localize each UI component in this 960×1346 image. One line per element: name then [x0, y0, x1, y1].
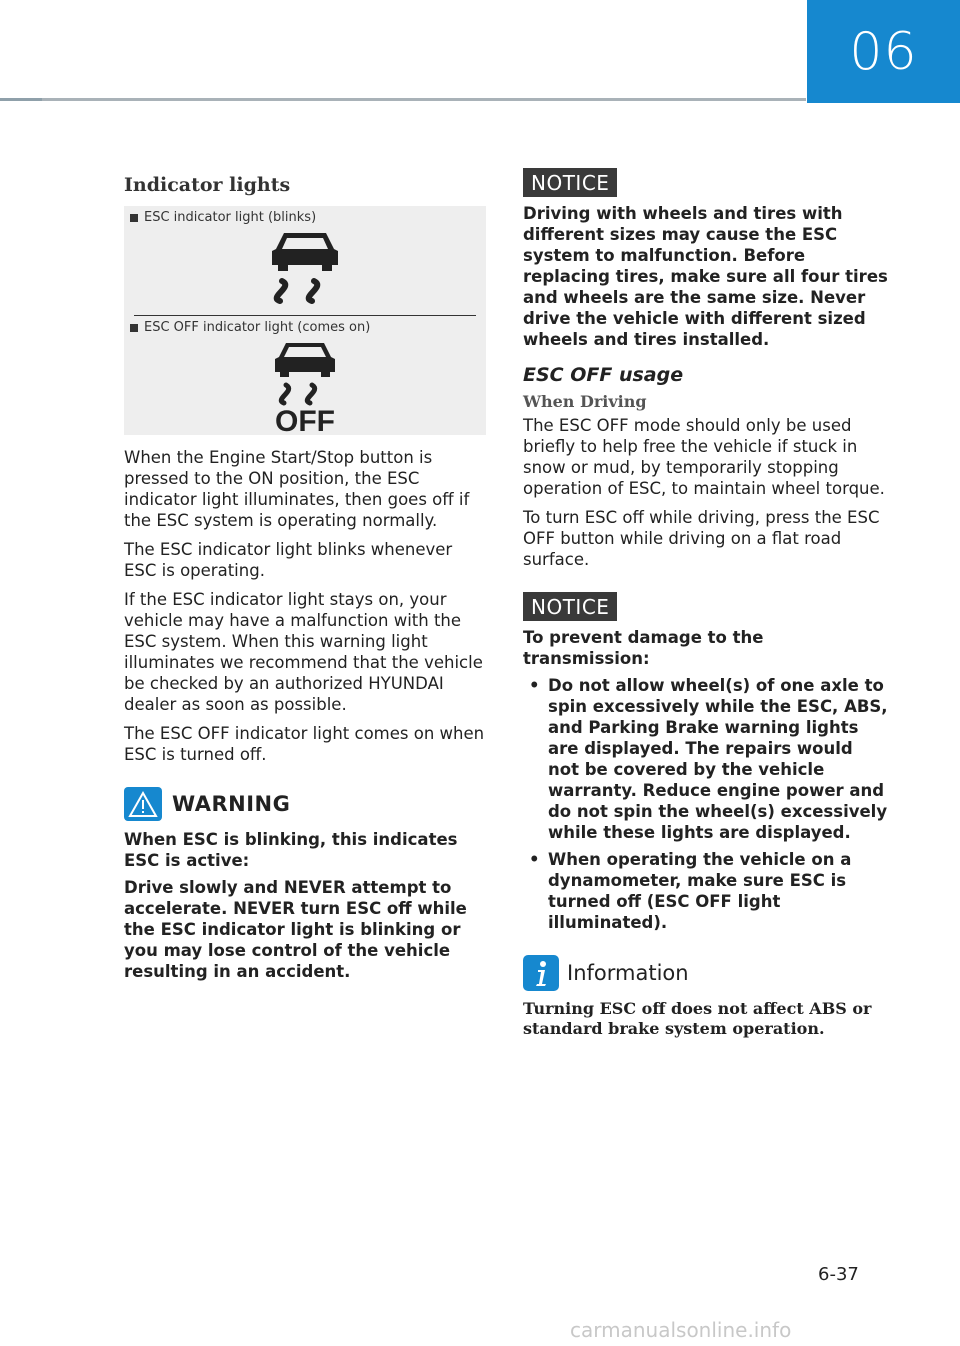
indicator-caption-text: ESC indicator light (blinks) — [144, 210, 317, 225]
paragraph: The ESC indicator light blinks whenever ESC is operating. — [124, 540, 453, 580]
watermark: carmanualsonline.info — [570, 1318, 792, 1342]
notice-label: NOTICE — [523, 592, 617, 621]
paragraph: To turn ESC off while driving, press the ESC OFF button while driving on a flat road surface. — [523, 508, 880, 569]
warning-line: Drive slowly and NEVER attempt to accelerate. NEVER turn ESC off while the ESC indicator light is blinking or you may lose control of the vehicle resulting in an accident. — [124, 878, 467, 981]
notice-text: Driving with wheels and tires with different sizes may cause the ESC system to malfunction. Before replacing tires, make sure all four tires and wheels are the same size. Never drive the vehicle with different sized wheels and tires installed. — [523, 204, 888, 349]
indicator-caption-off — [124, 316, 486, 335]
indicator-caption-text: ESC OFF indicator light (comes on) — [144, 320, 371, 335]
notice-label: NOTICE — [523, 168, 617, 197]
page-number: 6-37 — [818, 1264, 859, 1285]
warning-line: When ESC is blinking, this indicates ESC is active: — [124, 830, 458, 870]
notice-intro: To prevent damage to the transmission: — [523, 628, 764, 668]
esc-off-indicator-icon — [124, 335, 486, 435]
left-column — [124, 170, 488, 988]
information-text: Turning ESC off does not affect ABS or standard brake system operation. — [523, 999, 872, 1038]
esc-off-usage-heading: ESC OFF usage — [523, 364, 684, 386]
list-item-text: Do not allow wheel(s) of one axle to spin excessively while the ESC, ABS, and Parking Brake warning lights are displayed. The repairs would not be covered by the vehicle warranty. Reduce engine power and do not spin the wheel(s) excessively while these lights are displayed. — [548, 676, 888, 842]
header-rule — [0, 98, 806, 101]
square-bullet-icon — [130, 214, 138, 222]
esc-indicator-icon — [124, 225, 486, 305]
right-column — [523, 168, 889, 1039]
list-item — [523, 849, 889, 933]
list-item-text: When operating the vehicle on a dynamometer, make sure ESC is turned off (ESC OFF light illuminated). — [548, 850, 852, 932]
warning-title: WARNING — [172, 792, 291, 816]
indicator-box — [124, 206, 486, 435]
chapter-tab: 06 — [807, 0, 960, 103]
paragraph: If the ESC indicator light stays on, your vehicle may have a malfunction with the ESC system. When this warning light illuminates we recommend that the vehicle be checked by an authorized HYUNDAI dealer as soon as possible. — [124, 590, 483, 714]
bullet-mark: • — [529, 850, 540, 869]
information-header — [523, 955, 889, 991]
indicator-caption-blinks — [124, 206, 486, 225]
warning-header — [124, 787, 488, 821]
information-title: Information — [567, 961, 689, 985]
when-driving-heading: When Driving — [523, 392, 647, 411]
list-item — [523, 675, 889, 843]
square-bullet-icon — [130, 324, 138, 332]
section-heading: Indicator lights — [124, 174, 291, 196]
off-label: OFF — [275, 405, 335, 435]
warning-triangle-icon — [124, 787, 162, 821]
notice-bullet-list — [523, 675, 889, 933]
header-rule-accent — [0, 98, 42, 101]
paragraph: The ESC OFF indicator light comes on when ESC is turned off. — [124, 724, 485, 764]
paragraph: The ESC OFF mode should only be used briefly to help free the vehicle if stuck in snow or mud, by temporarily stopping operation of ESC, to maintain wheel torque. — [523, 416, 885, 498]
information-icon — [523, 955, 559, 991]
bullet-mark: • — [529, 676, 540, 695]
paragraph: When the Engine Start/Stop button is pressed to the ON position, the ESC indicator light illuminates, then goes off if the ESC system is operating normally. — [124, 448, 470, 530]
